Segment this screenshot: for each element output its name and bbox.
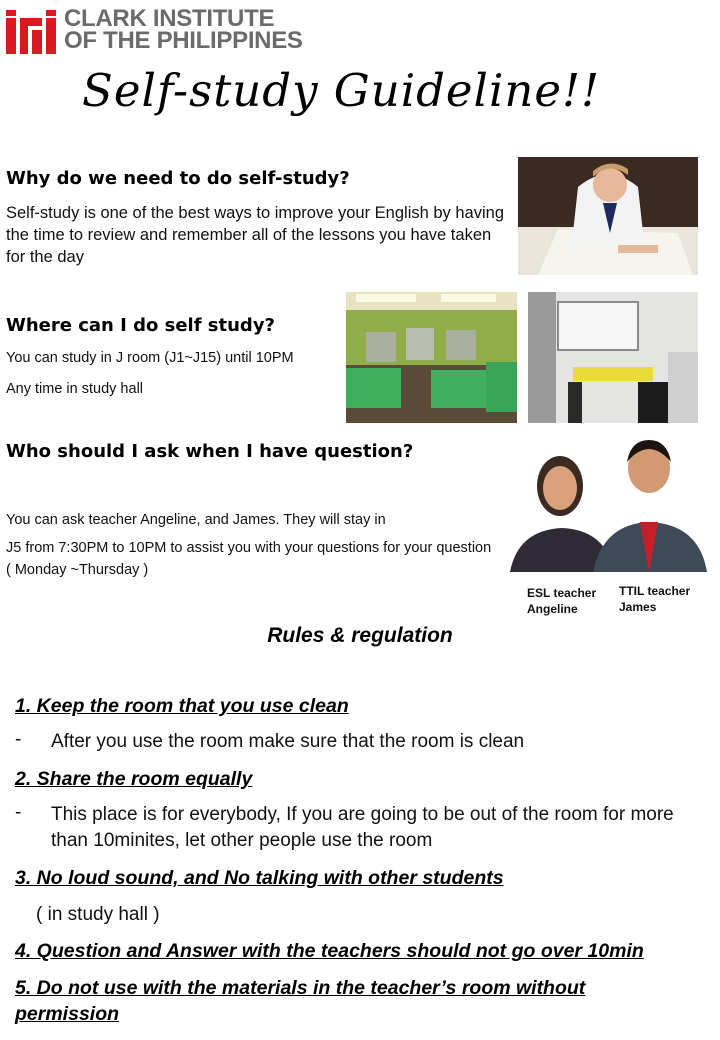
rule-1-heading: 1. Keep the room that you use clean bbox=[15, 695, 349, 717]
section-who-line2: J5 from 7:30PM to 10PM to assist you with your questions for your question ( Monday ~Thursday ) bbox=[6, 540, 492, 578]
cip-logo-icon bbox=[6, 10, 56, 54]
rule-3-heading: 3. No loud sound, and No talking with other students bbox=[15, 867, 504, 889]
section-where-line1: You can study in J room (J1~J15) until 10PM bbox=[6, 350, 294, 366]
page-title: Self-study Guideline!! bbox=[82, 64, 601, 117]
teacher-role: ESL teacher bbox=[527, 586, 597, 600]
teacher-caption-angeline bbox=[527, 585, 596, 617]
institute-logo bbox=[6, 6, 306, 56]
rule-5-heading: 5. Do not use with the materials in the teacher’s room without permission bbox=[15, 977, 586, 1025]
rule-2-detail: This place is for everybody, If you are going to be out of the room for more than 10minites, let other people use the room bbox=[51, 804, 674, 851]
rule-dash: - bbox=[15, 802, 22, 823]
teachers-photo bbox=[510, 436, 708, 572]
logo-line-1: CLARK INSTITUTE bbox=[64, 5, 275, 32]
section-body-why: Self-study is one of the best ways to improve your English by having the time to review and remember all of the lessons you have taken for the day bbox=[6, 204, 505, 266]
logo-line-2: OF THE PHILIPPINES bbox=[64, 27, 303, 54]
study-hall-photo bbox=[346, 292, 517, 423]
teacher-name: Angeline bbox=[527, 602, 578, 616]
student-studying-photo bbox=[518, 157, 698, 275]
section-heading-why: Why do we need to do self-study? bbox=[6, 168, 350, 189]
rule-3-detail: ( in study hall ) bbox=[36, 904, 160, 925]
section-where-line2: Any time in study hall bbox=[6, 381, 144, 397]
section-who-line1: You can ask teacher Angeline, and James. They will stay in bbox=[6, 512, 386, 528]
rules-title: Rules & regulation bbox=[267, 624, 453, 647]
logo-text bbox=[64, 5, 303, 54]
rule-4-heading: 4. Question and Answer with the teachers should not go over 10min bbox=[15, 940, 644, 962]
j-room-photo bbox=[528, 292, 698, 423]
teacher-name: James bbox=[619, 600, 657, 614]
rule-dash: - bbox=[15, 729, 22, 750]
teacher-caption-james bbox=[619, 583, 690, 615]
rule-1-detail: After you use the room make sure that the room is clean bbox=[51, 731, 525, 752]
section-heading-where: Where can I do self study? bbox=[6, 315, 275, 336]
section-heading-who: Who should I ask when I have question? bbox=[6, 441, 414, 462]
teacher-role: TTIL teacher bbox=[619, 584, 691, 598]
rule-2-heading: 2. Share the room equally bbox=[15, 768, 253, 790]
